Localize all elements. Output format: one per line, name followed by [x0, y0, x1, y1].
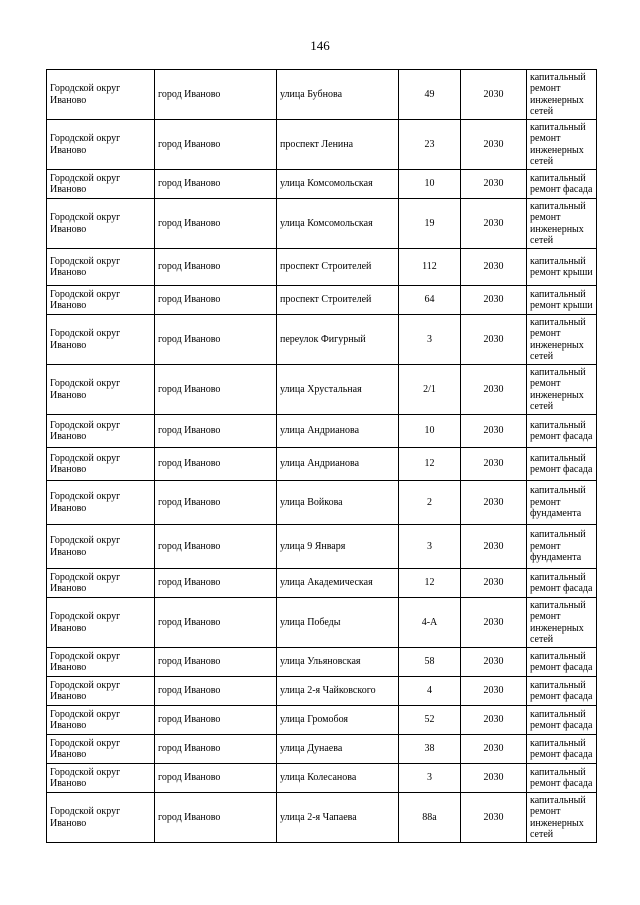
year-cell: 2030 [461, 249, 527, 286]
table-row [47, 286, 597, 315]
street-cell: улица Войкова [277, 481, 399, 525]
table-row [47, 199, 597, 249]
year-cell: 2030 [461, 448, 527, 481]
city-cell: город Иваново [155, 598, 277, 648]
table-row [47, 415, 597, 448]
work-type-cell: капитальный ремонт фасада [527, 764, 597, 793]
street-cell: улица Ульяновская [277, 648, 399, 677]
house-number-cell: 12 [399, 448, 461, 481]
work-type-cell: капитальный ремонт инженерных сетей [527, 598, 597, 648]
year-cell: 2030 [461, 735, 527, 764]
house-number-cell: 12 [399, 569, 461, 598]
city-cell: город Иваново [155, 315, 277, 365]
house-number-cell: 3 [399, 764, 461, 793]
city-cell: город Иваново [155, 70, 277, 120]
work-type-cell: капитальный ремонт фундамента [527, 525, 597, 569]
district-cell: Городской округ Иваново [47, 569, 155, 598]
house-number-cell: 19 [399, 199, 461, 249]
table-row [47, 648, 597, 677]
district-cell: Городской округ Иваново [47, 120, 155, 170]
street-cell: улица Андрианова [277, 448, 399, 481]
house-number-cell: 58 [399, 648, 461, 677]
city-cell: город Иваново [155, 170, 277, 199]
registry-table-body [47, 70, 597, 843]
district-cell: Городской округ Иваново [47, 199, 155, 249]
house-number-cell: 64 [399, 286, 461, 315]
house-number-cell: 4-А [399, 598, 461, 648]
work-type-cell: капитальный ремонт фасада [527, 415, 597, 448]
city-cell: город Иваново [155, 764, 277, 793]
city-cell: город Иваново [155, 569, 277, 598]
street-cell: улица 2-я Чапаева [277, 793, 399, 843]
table-row [47, 481, 597, 525]
district-cell: Городской округ Иваново [47, 170, 155, 199]
work-type-cell: капитальный ремонт фасада [527, 448, 597, 481]
work-type-cell: капитальный ремонт инженерных сетей [527, 70, 597, 120]
house-number-cell: 10 [399, 170, 461, 199]
year-cell: 2030 [461, 415, 527, 448]
street-cell: улица Академическая [277, 569, 399, 598]
year-cell: 2030 [461, 70, 527, 120]
district-cell: Городской округ Иваново [47, 677, 155, 706]
district-cell: Городской округ Иваново [47, 448, 155, 481]
table-row [47, 706, 597, 735]
year-cell: 2030 [461, 120, 527, 170]
district-cell: Городской округ Иваново [47, 315, 155, 365]
street-cell: улица 9 Января [277, 525, 399, 569]
table-row [47, 525, 597, 569]
house-number-cell: 10 [399, 415, 461, 448]
registry-table [46, 69, 597, 843]
city-cell: город Иваново [155, 706, 277, 735]
table-row [47, 598, 597, 648]
house-number-cell: 23 [399, 120, 461, 170]
street-cell: улица Бубнова [277, 70, 399, 120]
district-cell: Городской округ Иваново [47, 735, 155, 764]
street-cell: улица Комсомольская [277, 170, 399, 199]
street-cell: улица Дунаева [277, 735, 399, 764]
street-cell: улица Комсомольская [277, 199, 399, 249]
city-cell: город Иваново [155, 415, 277, 448]
house-number-cell: 4 [399, 677, 461, 706]
house-number-cell: 2/1 [399, 365, 461, 415]
district-cell: Городской округ Иваново [47, 793, 155, 843]
city-cell: город Иваново [155, 648, 277, 677]
city-cell: город Иваново [155, 199, 277, 249]
city-cell: город Иваново [155, 525, 277, 569]
year-cell: 2030 [461, 648, 527, 677]
table-row [47, 249, 597, 286]
city-cell: город Иваново [155, 365, 277, 415]
year-cell: 2030 [461, 481, 527, 525]
table-row [47, 120, 597, 170]
table-row [47, 677, 597, 706]
house-number-cell: 38 [399, 735, 461, 764]
district-cell: Городской округ Иваново [47, 481, 155, 525]
work-type-cell: капитальный ремонт инженерных сетей [527, 199, 597, 249]
table-row [47, 448, 597, 481]
district-cell: Городской округ Иваново [47, 286, 155, 315]
city-cell: город Иваново [155, 249, 277, 286]
street-cell: улица Победы [277, 598, 399, 648]
city-cell: город Иваново [155, 793, 277, 843]
year-cell: 2030 [461, 525, 527, 569]
district-cell: Городской округ Иваново [47, 598, 155, 648]
street-cell: проспект Строителей [277, 286, 399, 315]
work-type-cell: капитальный ремонт фасада [527, 735, 597, 764]
work-type-cell: капитальный ремонт фасада [527, 648, 597, 677]
street-cell: улица Колесанова [277, 764, 399, 793]
house-number-cell: 3 [399, 315, 461, 365]
work-type-cell: капитальный ремонт инженерных сетей [527, 120, 597, 170]
work-type-cell: капитальный ремонт крыши [527, 249, 597, 286]
city-cell: город Иваново [155, 286, 277, 315]
year-cell: 2030 [461, 315, 527, 365]
year-cell: 2030 [461, 793, 527, 843]
year-cell: 2030 [461, 569, 527, 598]
work-type-cell: капитальный ремонт фасада [527, 706, 597, 735]
district-cell: Городской округ Иваново [47, 706, 155, 735]
street-cell: улица Андрианова [277, 415, 399, 448]
district-cell: Городской округ Иваново [47, 764, 155, 793]
city-cell: город Иваново [155, 735, 277, 764]
city-cell: город Иваново [155, 677, 277, 706]
table-row [47, 764, 597, 793]
house-number-cell: 112 [399, 249, 461, 286]
work-type-cell: капитальный ремонт фасада [527, 677, 597, 706]
house-number-cell: 2 [399, 481, 461, 525]
street-cell: улица 2-я Чайковского [277, 677, 399, 706]
year-cell: 2030 [461, 706, 527, 735]
work-type-cell: капитальный ремонт инженерных сетей [527, 793, 597, 843]
work-type-cell: капитальный ремонт инженерных сетей [527, 315, 597, 365]
year-cell: 2030 [461, 764, 527, 793]
house-number-cell: 88а [399, 793, 461, 843]
work-type-cell: капитальный ремонт инженерных сетей [527, 365, 597, 415]
table-row [47, 365, 597, 415]
district-cell: Городской округ Иваново [47, 525, 155, 569]
year-cell: 2030 [461, 286, 527, 315]
work-type-cell: капитальный ремонт фасада [527, 170, 597, 199]
district-cell: Городской округ Иваново [47, 648, 155, 677]
table-row [47, 569, 597, 598]
house-number-cell: 3 [399, 525, 461, 569]
street-cell: проспект Строителей [277, 249, 399, 286]
street-cell: проспект Ленина [277, 120, 399, 170]
table-row [47, 735, 597, 764]
year-cell: 2030 [461, 677, 527, 706]
district-cell: Городской округ Иваново [47, 249, 155, 286]
table-row [47, 315, 597, 365]
work-type-cell: капитальный ремонт фасада [527, 569, 597, 598]
district-cell: Городской округ Иваново [47, 415, 155, 448]
year-cell: 2030 [461, 365, 527, 415]
page-number: 146 [310, 38, 330, 53]
work-type-cell: капитальный ремонт фундамента [527, 481, 597, 525]
street-cell: улица Хрустальная [277, 365, 399, 415]
year-cell: 2030 [461, 598, 527, 648]
work-type-cell: капитальный ремонт крыши [527, 286, 597, 315]
city-cell: город Иваново [155, 481, 277, 525]
year-cell: 2030 [461, 199, 527, 249]
table-row [47, 170, 597, 199]
table-row [47, 70, 597, 120]
district-cell: Городской округ Иваново [47, 70, 155, 120]
year-cell: 2030 [461, 170, 527, 199]
table-row [47, 793, 597, 843]
house-number-cell: 49 [399, 70, 461, 120]
city-cell: город Иваново [155, 448, 277, 481]
district-cell: Городской округ Иваново [47, 365, 155, 415]
street-cell: улица Громобоя [277, 706, 399, 735]
street-cell: переулок Фигурный [277, 315, 399, 365]
city-cell: город Иваново [155, 120, 277, 170]
house-number-cell: 52 [399, 706, 461, 735]
